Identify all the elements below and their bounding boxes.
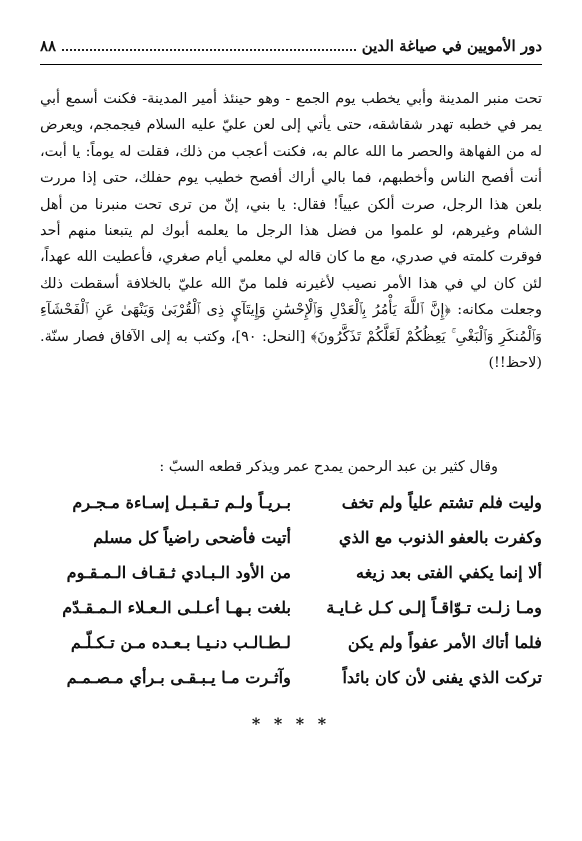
verse-first-hemistich: وليت فلم تشتم علياً ولم تخف (341, 493, 542, 512)
poem-intro: وقال كثير بن عبد الرحمن يمدح عمر ويذكر قطعه السبّ : (159, 459, 498, 475)
verse (40, 590, 542, 625)
verse-second-hemistich: وآثـرت مـا يـبـقـى بـرأي مـصـمـم (66, 668, 291, 687)
body-text (40, 86, 542, 376)
verse (40, 555, 542, 590)
body-paragraph: تحت منبر المدينة وأبي يخطب يوم الجمع - وهو حينئذ أمير المدينة- فكنت أسمع أبي يمر في خطبه تهدر شقاشقه، حتى يأتي إلى لعن عليّ عليه السلام فيجمجم، ويعرض له من الفهاهة والحصر ما الله عالم به، فكنت أعجب من ذلك، فقلت له يوماً: يا أبت، أنت أفصح الناس وأخطبهم، فما بالي أراك أفصح خطيب يوم حفلك، حتى إذا مررت بلعن هذا الرجل، صرت ألكن عيياً! فقال: يا بني، إنّ من ترى تحت منبرنا من أهل الشام وغيرهم، لو علموا من فضل هذا الرجل ما يعلمه أبوك لم يتبعنا منهم أحد فوقرت كلمته في صدري، مع ما كان قاله لي معلمي أيام صغري، فأعطيت الله عهداً، لئن كان لي في هذا الأمر نصيب لأغيرنه فلما منّ الله عليّ بالخلافة أسقطت ذلك وجعلت مكانه: ﴿إِنَّ ٱللَّهَ يَأْمُرُ بِٱلْعَدْلِ وَٱلْإِحْسَٰنِ وَإِيتَآيِٕ ذِى ٱلْقُرْبَىٰ وَيَنْهَىٰ عَنِ ٱلْفَحْشَآءِ وَٱلْمُنكَرِ وَٱلْبَغْىِ ۚ يَعِظُكُمْ لَعَلَّكُمْ تَذَكَّرُونَ﴾ [النحل: ٩٠]، وكتب به إلى الآفاق فصار سنّة. (لاحظ!!) (40, 91, 542, 372)
header-title: دور الأمويين في صياغة الدين (361, 37, 542, 55)
verse (40, 485, 542, 520)
poem (40, 485, 542, 695)
verse (40, 660, 542, 695)
verse-second-hemistich: بـريـاً ولـم تـقـبـل إسـاءة مـجـرم (72, 493, 291, 512)
section-separator: * * * * (251, 714, 331, 733)
verse-first-hemistich: ومـا زلـت تـوّاقـاً إلـى كـل غـايـة (326, 598, 542, 617)
verse-first-hemistich: ألا إنما يكفي الفتى بعد زيغه (356, 563, 542, 582)
verse-first-hemistich: تركت الذي يفنى لأن كان بائداً (342, 668, 542, 687)
header-dot-leader (62, 49, 356, 51)
verse-first-hemistich: وكفرت بالعفو الذنوب مع الذي (338, 528, 542, 547)
page-number: ٨٨ (40, 37, 57, 55)
verse (40, 520, 542, 555)
verse-second-hemistich: بلغت بـهـا أعـلـى الـعـلاء الـمـقـدّم (62, 598, 291, 617)
running-header (40, 34, 542, 58)
verse-second-hemistich: من الأود الـبـادي ثـقـاف الـمـقـوم (66, 563, 291, 582)
header-rule (40, 64, 542, 65)
verse-second-hemistich: أتيت فأضحى راضياً كل مسلم (93, 528, 291, 547)
verse-second-hemistich: لـطـالـب دنـيـا بـعـده مـن تـكـلّـم (70, 633, 291, 652)
verse (40, 625, 542, 660)
verse-first-hemistich: فلما أتاك الأمر عفواً ولم يكن (347, 633, 542, 652)
